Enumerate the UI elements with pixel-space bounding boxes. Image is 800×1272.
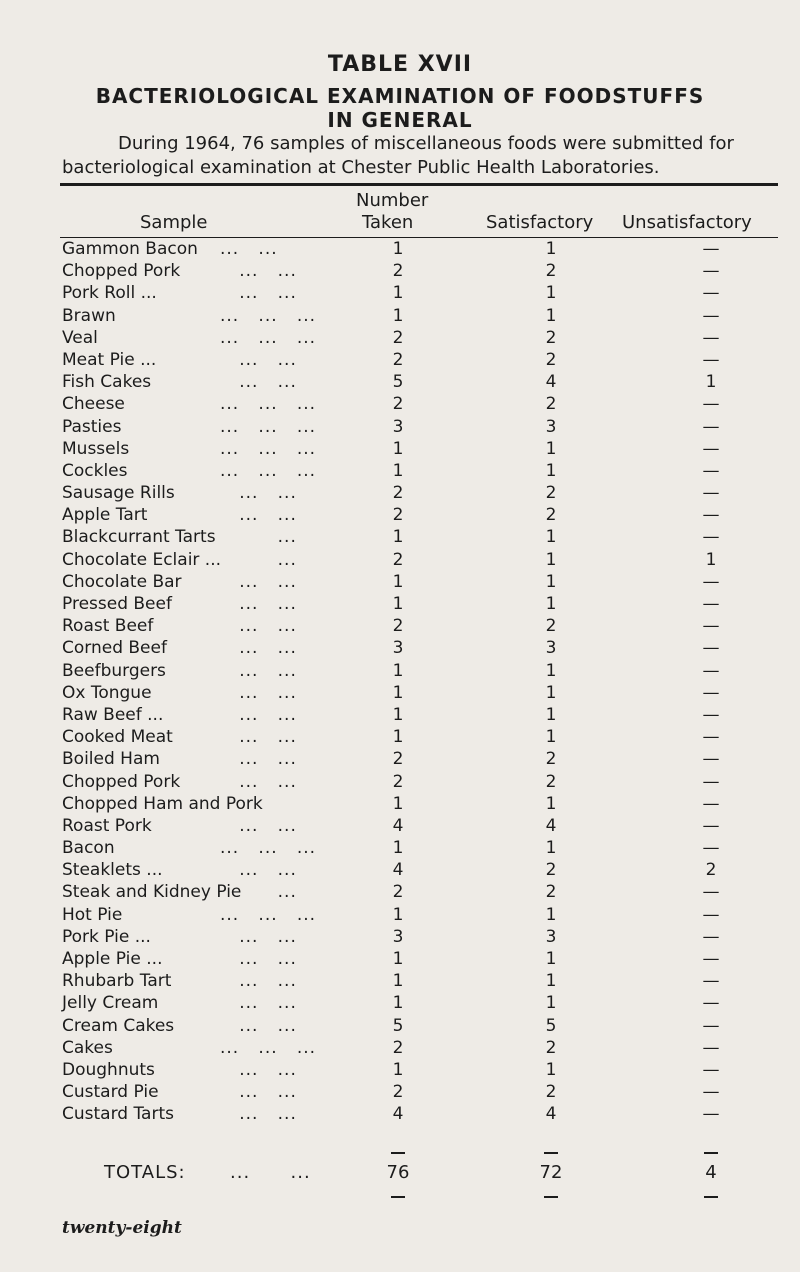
sample-name: Blackcurrant Tarts <box>62 527 216 548</box>
sample-name: Chopped Pork <box>62 771 181 792</box>
leader-dots: ... ... <box>220 638 297 659</box>
unsatisfactory-count: — <box>702 949 720 969</box>
unsatisfactory-count: — <box>702 727 720 748</box>
leader-dots: ... ... <box>220 616 297 637</box>
unsatisfactory-count: 1 <box>705 372 717 393</box>
leader-dots: ... ... <box>220 1015 297 1036</box>
sample-name: Ox Tongue <box>62 682 152 703</box>
leader-dots: ... ... <box>220 349 297 370</box>
number-taken: 1 <box>392 239 404 259</box>
unsatisfactory-count: — <box>702 483 720 504</box>
unsatisfactory-count: — <box>702 505 720 526</box>
satisfactory-count: 1 <box>545 305 557 326</box>
number-taken: 1 <box>392 704 404 725</box>
number-taken: 1 <box>392 904 404 925</box>
number-taken: 3 <box>392 416 404 437</box>
totals-row <box>0 1161 800 1185</box>
table-row <box>0 637 800 659</box>
table-row <box>0 327 800 349</box>
table-row <box>0 1081 800 1103</box>
unsatisfactory-count: — <box>702 771 720 792</box>
number-taken: 1 <box>392 594 404 614</box>
satisfactory-count: 1 <box>545 594 557 614</box>
satisfactory-count: 4 <box>545 372 557 393</box>
sample-name: Custard Tarts <box>62 1104 174 1125</box>
sample-name: Hot Pie <box>62 904 123 925</box>
sample-name: Pork Pie ... <box>62 926 151 947</box>
leader-dots: ... <box>220 527 297 548</box>
sum-rule-unsat-bottom <box>704 1196 718 1198</box>
leader-dots: ... ... <box>220 1059 297 1080</box>
sample-name: Steaklets ... <box>62 860 163 881</box>
table-row <box>0 1103 800 1125</box>
number-taken: 1 <box>392 838 404 859</box>
sum-rule-sat-bottom <box>544 1196 558 1198</box>
number-taken: 2 <box>392 771 404 792</box>
table-row <box>0 371 800 393</box>
number-taken: 1 <box>392 727 404 748</box>
table-row <box>0 682 800 704</box>
page-footer: twenty-eight <box>62 1218 182 1238</box>
column-header-number-line2: Taken <box>362 212 414 233</box>
table-row <box>0 571 800 593</box>
leader-dots: ... ... <box>220 860 297 881</box>
leader-dots: ... ... ... <box>220 394 317 415</box>
leader-dots: ... ... <box>220 949 297 969</box>
sum-rule-unsat-top <box>704 1152 718 1154</box>
unsatisfactory-count: — <box>702 571 720 592</box>
number-taken: 3 <box>392 638 404 659</box>
leader-dots: ... ... <box>220 283 297 304</box>
table-row <box>0 438 800 460</box>
table-row <box>0 504 800 526</box>
unsatisfactory-count: — <box>702 438 720 459</box>
unsatisfactory-count: — <box>702 239 720 259</box>
column-header-satisfactory: Satisfactory <box>486 212 594 233</box>
number-taken: 2 <box>392 882 404 903</box>
table-row <box>0 859 800 881</box>
unsatisfactory-count: — <box>702 793 720 814</box>
sample-name: Roast Pork <box>62 815 152 836</box>
leader-dots: ... ... <box>220 1082 297 1103</box>
satisfactory-count: 2 <box>545 261 557 282</box>
number-taken: 1 <box>392 993 404 1014</box>
unsatisfactory-count: — <box>702 261 720 282</box>
satisfactory-count: 2 <box>545 1082 557 1103</box>
satisfactory-count: 2 <box>545 483 557 504</box>
table-body <box>0 238 800 1126</box>
unsatisfactory-count: 1 <box>705 549 717 570</box>
number-taken: 4 <box>392 1104 404 1125</box>
sum-rule-taken-bottom <box>391 1196 405 1198</box>
satisfactory-count: 1 <box>545 460 557 481</box>
sample-name: Apple Pie ... <box>62 949 163 969</box>
sample-name: Pressed Beef <box>62 594 172 614</box>
sum-rule-sat-top <box>544 1152 558 1154</box>
table-row <box>0 593 800 615</box>
totals-label: TOTALS: <box>104 1162 186 1183</box>
table-row <box>0 615 800 637</box>
sample-name: Cockles <box>62 460 128 481</box>
sample-name: Doughnuts <box>62 1059 155 1080</box>
column-header-unsatisfactory: Unsatisfactory <box>622 212 752 233</box>
number-taken: 2 <box>392 349 404 370</box>
sample-name: Rhubarb Tart <box>62 971 172 992</box>
leader-dots: ... ... <box>220 771 297 792</box>
satisfactory-count: 2 <box>545 616 557 637</box>
number-taken: 2 <box>392 549 404 570</box>
leader-dots: ... ... ... <box>220 904 317 925</box>
satisfactory-count: 2 <box>545 749 557 770</box>
sample-name: Pasties <box>62 416 122 437</box>
leader-dots: ... ... <box>220 815 297 836</box>
sum-rule-taken-top <box>391 1152 405 1154</box>
satisfactory-count: 2 <box>545 505 557 526</box>
leader-dots: ... <box>220 549 297 570</box>
sample-name: Jelly Cream <box>62 993 159 1014</box>
unsatisfactory-count: — <box>702 1059 720 1080</box>
number-taken: 1 <box>392 949 404 969</box>
unsatisfactory-count: — <box>702 660 720 681</box>
table-row <box>0 704 800 726</box>
satisfactory-count: 1 <box>545 660 557 681</box>
sample-name: Cooked Meat <box>62 727 173 748</box>
unsatisfactory-count: 2 <box>705 860 717 881</box>
table-row <box>0 238 800 260</box>
unsatisfactory-count: — <box>702 283 720 304</box>
sample-name: Roast Beef <box>62 616 154 637</box>
number-taken: 2 <box>392 749 404 770</box>
unsatisfactory-count: — <box>702 349 720 370</box>
number-taken: 5 <box>392 372 404 393</box>
sample-name: Boiled Ham <box>62 749 160 770</box>
unsatisfactory-count: — <box>702 926 720 947</box>
table-row <box>0 1037 800 1059</box>
sample-name: Veal <box>62 327 98 348</box>
sample-name: Brawn <box>62 305 116 326</box>
sample-name: Cakes <box>62 1037 113 1058</box>
sample-name: Sausage Rills <box>62 483 175 504</box>
number-taken: 1 <box>392 438 404 459</box>
sample-name: Apple Tart <box>62 505 148 526</box>
satisfactory-count: 1 <box>545 993 557 1014</box>
leader-dots: ... ... <box>220 727 297 748</box>
satisfactory-count: 2 <box>545 860 557 881</box>
unsatisfactory-count: — <box>702 749 720 770</box>
satisfactory-count: 1 <box>545 1059 557 1080</box>
unsatisfactory-count: — <box>702 305 720 326</box>
unsatisfactory-count: — <box>702 882 720 903</box>
table-row <box>0 948 800 970</box>
leader-dots: ... ... <box>220 749 297 770</box>
satisfactory-count: 1 <box>545 571 557 592</box>
number-taken: 1 <box>392 527 404 548</box>
leader-dots: ... ... <box>220 261 297 282</box>
number-taken: 4 <box>392 860 404 881</box>
leader-dots: ... ... ... <box>220 327 317 348</box>
unsatisfactory-count: — <box>702 1015 720 1036</box>
table-title-line1: BACTERIOLOGICAL EXAMINATION OF FOODSTUFFS <box>95 84 705 108</box>
sample-name: Fish Cakes <box>62 372 152 393</box>
unsatisfactory-count: — <box>702 394 720 415</box>
unsatisfactory-count: — <box>702 904 720 925</box>
number-taken: 1 <box>392 1059 404 1080</box>
table-row <box>0 748 800 770</box>
unsatisfactory-count: — <box>702 815 720 836</box>
leader-dots: ... ... <box>220 660 297 681</box>
table-row <box>0 904 800 926</box>
table-row <box>0 660 800 682</box>
unsatisfactory-count: — <box>702 1037 720 1058</box>
satisfactory-count: 2 <box>545 1037 557 1058</box>
unsatisfactory-count: — <box>702 460 720 481</box>
totals-unsatisfactory: 4 <box>705 1162 717 1183</box>
leader-dots: ... ... <box>220 571 297 592</box>
number-taken: 2 <box>392 394 404 415</box>
unsatisfactory-count: — <box>702 616 720 637</box>
number-taken: 2 <box>392 483 404 504</box>
number-taken: 1 <box>392 571 404 592</box>
unsatisfactory-count: — <box>702 327 720 348</box>
number-taken: 1 <box>392 305 404 326</box>
table-row <box>0 726 800 748</box>
table-row <box>0 549 800 571</box>
sample-name: Pork Roll ... <box>62 283 157 304</box>
sample-name: Mussels <box>62 438 130 459</box>
number-taken: 1 <box>392 660 404 681</box>
number-taken: 1 <box>392 283 404 304</box>
unsatisfactory-count: — <box>702 594 720 614</box>
number-taken: 1 <box>392 971 404 992</box>
sample-name: Raw Beef ... <box>62 704 164 725</box>
sample-name: Gammon Bacon <box>62 239 198 259</box>
column-header-number-line1: Number <box>356 190 429 211</box>
satisfactory-count: 2 <box>545 349 557 370</box>
satisfactory-count: 1 <box>545 239 557 259</box>
unsatisfactory-count: — <box>702 838 720 859</box>
table-row <box>0 1015 800 1037</box>
totals-taken: 76 <box>386 1162 410 1183</box>
table-row <box>0 837 800 859</box>
satisfactory-count: 1 <box>545 682 557 703</box>
leader-dots: ... ... <box>220 926 297 947</box>
satisfactory-count: 2 <box>545 771 557 792</box>
sample-name: Custard Pie <box>62 1082 159 1103</box>
leader-dots: ... ... ... <box>220 438 317 459</box>
satisfactory-count: 2 <box>545 394 557 415</box>
satisfactory-count: 3 <box>545 926 557 947</box>
intro-line2: bacteriological examination at Chester Public Health Laboratories. <box>62 157 660 178</box>
table-row <box>0 992 800 1014</box>
sample-name: Bacon <box>62 838 115 859</box>
leader-dots: ... ... ... <box>220 1037 317 1058</box>
sample-name: Corned Beef <box>62 638 167 659</box>
number-taken: 3 <box>392 926 404 947</box>
leader-dots: ... ... <box>220 1104 297 1125</box>
intro-line1: During 1964, 76 samples of miscellaneous foods were submitted for <box>118 133 734 154</box>
number-taken: 1 <box>392 682 404 703</box>
satisfactory-count: 3 <box>545 638 557 659</box>
sample-name: Chocolate Eclair ... <box>62 549 222 570</box>
leader-dots: ... ... <box>220 971 297 992</box>
unsatisfactory-count: — <box>702 1082 720 1103</box>
unsatisfactory-count: — <box>702 527 720 548</box>
satisfactory-count: 5 <box>545 1015 557 1036</box>
totals-satisfactory: 72 <box>539 1162 563 1183</box>
number-taken: 2 <box>392 327 404 348</box>
satisfactory-count: 1 <box>545 527 557 548</box>
table-number: TABLE XVII <box>327 52 473 77</box>
table-row <box>0 926 800 948</box>
table-row <box>0 526 800 548</box>
number-taken: 2 <box>392 1037 404 1058</box>
satisfactory-count: 1 <box>545 793 557 814</box>
table-row <box>0 793 800 815</box>
unsatisfactory-count: — <box>702 638 720 659</box>
satisfactory-count: 1 <box>545 838 557 859</box>
number-taken: 1 <box>392 793 404 814</box>
sample-name: Cream Cakes <box>62 1015 175 1036</box>
unsatisfactory-count: — <box>702 971 720 992</box>
table-row <box>0 970 800 992</box>
number-taken: 2 <box>392 261 404 282</box>
leader-dots: ... ... ... <box>220 305 317 326</box>
satisfactory-count: 1 <box>545 971 557 992</box>
leader-dots: ... ... <box>220 704 297 725</box>
satisfactory-count: 4 <box>545 815 557 836</box>
table-top-rule <box>60 183 778 186</box>
unsatisfactory-count: — <box>702 416 720 437</box>
table-row <box>0 460 800 482</box>
table-row <box>0 349 800 371</box>
leader-dots: ... ... ... <box>220 416 317 437</box>
sample-name: Meat Pie ... <box>62 349 157 370</box>
leader-dots: ... ... <box>220 682 297 703</box>
table-row <box>0 771 800 793</box>
table-row <box>0 881 800 903</box>
unsatisfactory-count: — <box>702 993 720 1014</box>
satisfactory-count: 2 <box>545 327 557 348</box>
leader-dots: ... ... ... <box>220 460 317 481</box>
table-row <box>0 305 800 327</box>
satisfactory-count: 3 <box>545 416 557 437</box>
leader-dots: ... <box>220 882 297 903</box>
number-taken: 1 <box>392 460 404 481</box>
sample-name: Chopped Pork <box>62 261 181 282</box>
unsatisfactory-count: — <box>702 682 720 703</box>
sample-name: Cheese <box>62 394 125 415</box>
satisfactory-count: 1 <box>545 727 557 748</box>
satisfactory-count: 1 <box>545 283 557 304</box>
column-header-sample: Sample <box>140 212 208 233</box>
leader-dots: ... ... <box>220 239 278 259</box>
satisfactory-count: 1 <box>545 904 557 925</box>
number-taken: 2 <box>392 505 404 526</box>
sample-name: Chopped Ham and Pork <box>62 793 263 814</box>
number-taken: 5 <box>392 1015 404 1036</box>
satisfactory-count: 1 <box>545 549 557 570</box>
unsatisfactory-count: — <box>702 704 720 725</box>
table-title-line2: IN GENERAL <box>327 108 473 132</box>
number-taken: 2 <box>392 1082 404 1103</box>
sample-name: Beefburgers <box>62 660 166 681</box>
table-row <box>0 393 800 415</box>
satisfactory-count: 4 <box>545 1104 557 1125</box>
leader-dots: ... ... <box>220 372 297 393</box>
satisfactory-count: 1 <box>545 704 557 725</box>
sample-name: Steak and Kidney Pie <box>62 882 242 903</box>
table-row <box>0 482 800 504</box>
table-row <box>0 260 800 282</box>
satisfactory-count: 2 <box>545 882 557 903</box>
leader-dots: ... ... ... <box>220 838 317 859</box>
number-taken: 2 <box>392 616 404 637</box>
leader-dots: ... ... <box>220 483 297 504</box>
satisfactory-count: 1 <box>545 438 557 459</box>
leader-dots: ... ... <box>220 505 297 526</box>
table-row <box>0 416 800 438</box>
satisfactory-count: 1 <box>545 949 557 969</box>
leader-dots: ... ... <box>220 993 297 1014</box>
totals-leader-dots: ... ... <box>230 1162 311 1183</box>
sample-name: Chocolate Bar <box>62 571 182 592</box>
table-row <box>0 282 800 304</box>
leader-dots: ... ... <box>220 594 297 614</box>
unsatisfactory-count: — <box>702 1104 720 1125</box>
table-row <box>0 1059 800 1081</box>
number-taken: 4 <box>392 815 404 836</box>
table-row <box>0 815 800 837</box>
